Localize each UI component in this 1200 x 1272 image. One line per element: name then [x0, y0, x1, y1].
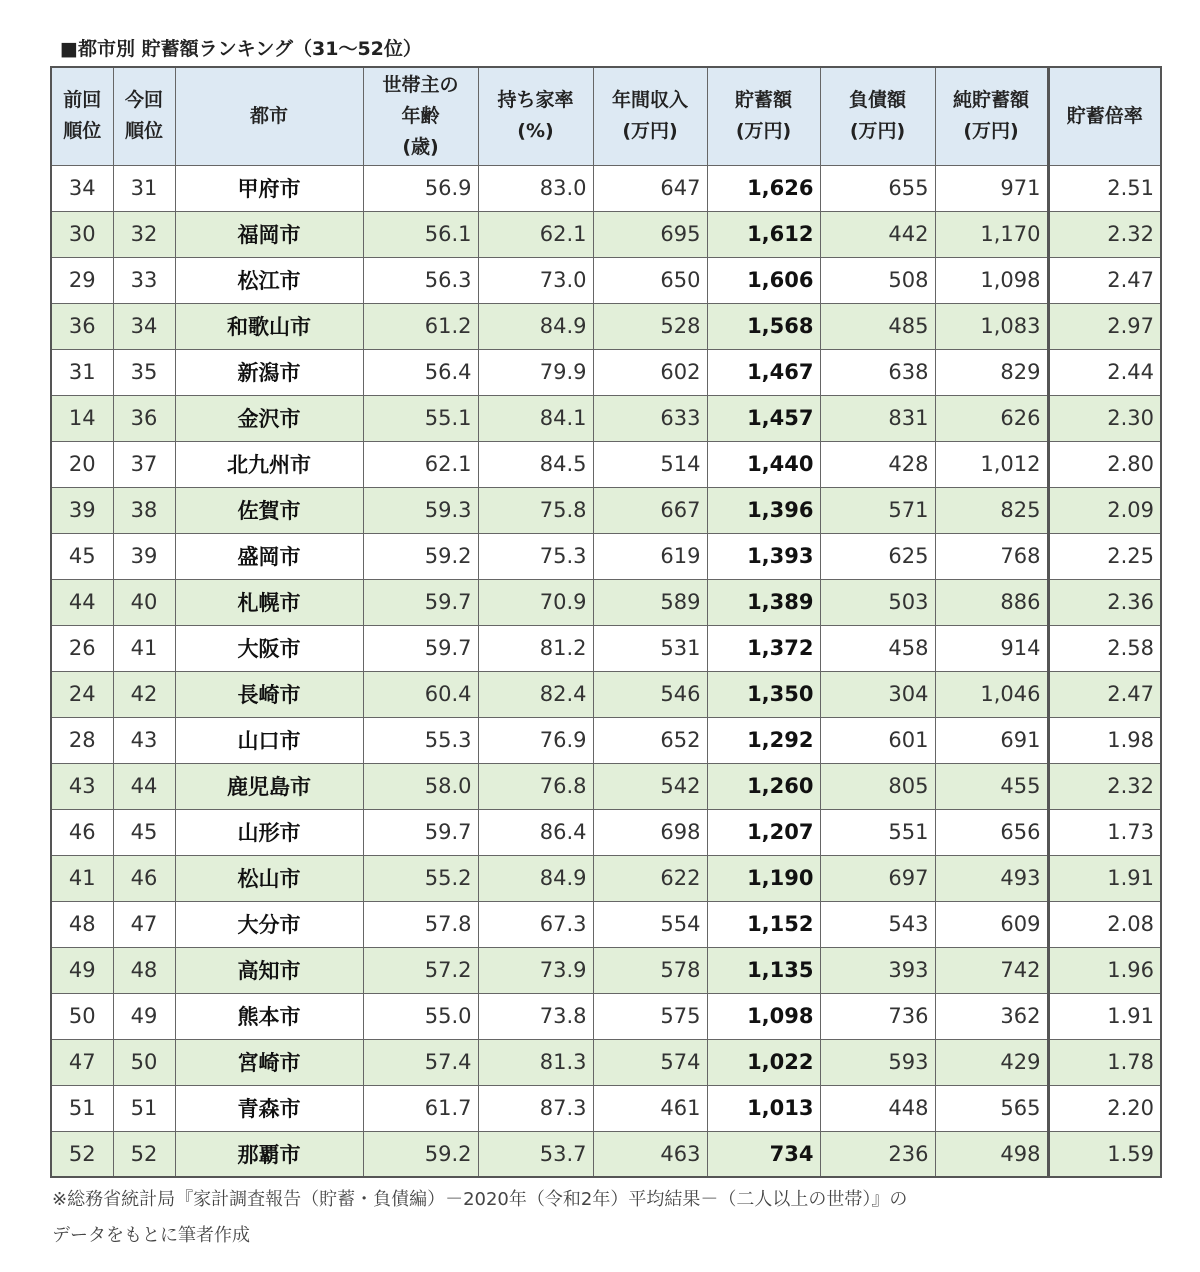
cell-income: 461 [593, 1085, 707, 1131]
cell-age: 57.4 [363, 1039, 478, 1085]
cell-income: 667 [593, 487, 707, 533]
table-row [51, 1085, 1161, 1131]
cell-curr-rank: 40 [113, 579, 175, 625]
cell-savings: 1,013 [707, 1085, 820, 1131]
cell-net-savings: 971 [935, 165, 1048, 211]
cell-ratio: 1.98 [1048, 717, 1161, 763]
cell-income: 528 [593, 303, 707, 349]
cell-home-rate: 62.1 [478, 211, 593, 257]
cell-city: 松山市 [175, 855, 363, 901]
cell-net-savings: 1,046 [935, 671, 1048, 717]
cell-net-savings: 493 [935, 855, 1048, 901]
cell-curr-rank: 47 [113, 901, 175, 947]
cell-curr-rank: 34 [113, 303, 175, 349]
cell-home-rate: 84.5 [478, 441, 593, 487]
table-row [51, 1131, 1161, 1177]
cell-savings: 1,207 [707, 809, 820, 855]
cell-income: 652 [593, 717, 707, 763]
cell-city: 宮崎市 [175, 1039, 363, 1085]
cell-age: 59.2 [363, 533, 478, 579]
cell-ratio: 2.47 [1048, 671, 1161, 717]
cell-debt: 485 [820, 303, 935, 349]
cell-ratio: 2.08 [1048, 901, 1161, 947]
cell-curr-rank: 50 [113, 1039, 175, 1085]
cell-home-rate: 87.3 [478, 1085, 593, 1131]
header-curr-rank: 今回 順位 [113, 67, 175, 165]
cell-age: 59.7 [363, 625, 478, 671]
table-row [51, 809, 1161, 855]
cell-curr-rank: 48 [113, 947, 175, 993]
cell-city: 北九州市 [175, 441, 363, 487]
cell-ratio: 2.32 [1048, 763, 1161, 809]
cell-city: 大分市 [175, 901, 363, 947]
cell-savings: 1,568 [707, 303, 820, 349]
header-age: 世帯主の 年齢 (歳) [363, 67, 478, 165]
table-row [51, 165, 1161, 211]
cell-debt: 393 [820, 947, 935, 993]
cell-city: 和歌山市 [175, 303, 363, 349]
cell-curr-rank: 43 [113, 717, 175, 763]
cell-prev-rank: 24 [51, 671, 113, 717]
cell-income: 589 [593, 579, 707, 625]
cell-savings: 1,389 [707, 579, 820, 625]
cell-debt: 625 [820, 533, 935, 579]
cell-savings: 1,350 [707, 671, 820, 717]
header-debt: 負債額 (万円) [820, 67, 935, 165]
table-row [51, 303, 1161, 349]
table-row [51, 901, 1161, 947]
cell-savings: 1,260 [707, 763, 820, 809]
cell-home-rate: 73.8 [478, 993, 593, 1039]
cell-curr-rank: 36 [113, 395, 175, 441]
header-ratio: 貯蓄倍率 [1048, 67, 1161, 165]
cell-curr-rank: 32 [113, 211, 175, 257]
cell-savings: 1,457 [707, 395, 820, 441]
cell-debt: 571 [820, 487, 935, 533]
cell-home-rate: 73.0 [478, 257, 593, 303]
cell-net-savings: 626 [935, 395, 1048, 441]
cell-net-savings: 609 [935, 901, 1048, 947]
cell-net-savings: 825 [935, 487, 1048, 533]
cell-income: 633 [593, 395, 707, 441]
table-row [51, 717, 1161, 763]
table-row [51, 671, 1161, 717]
cell-prev-rank: 51 [51, 1085, 113, 1131]
cell-home-rate: 84.1 [478, 395, 593, 441]
cell-savings: 1,393 [707, 533, 820, 579]
cell-home-rate: 84.9 [478, 303, 593, 349]
cell-curr-rank: 35 [113, 349, 175, 395]
cell-age: 59.2 [363, 1131, 478, 1177]
header-income: 年間収入 (万円) [593, 67, 707, 165]
table-row [51, 257, 1161, 303]
cell-debt: 736 [820, 993, 935, 1039]
cell-age: 56.9 [363, 165, 478, 211]
cell-savings: 1,022 [707, 1039, 820, 1085]
footnote [52, 1182, 1152, 1254]
cell-net-savings: 565 [935, 1085, 1048, 1131]
cell-savings: 1,626 [707, 165, 820, 211]
cell-city: 鹿児島市 [175, 763, 363, 809]
table-row [51, 487, 1161, 533]
cell-age: 57.2 [363, 947, 478, 993]
cell-home-rate: 67.3 [478, 901, 593, 947]
cell-curr-rank: 38 [113, 487, 175, 533]
cell-ratio: 2.36 [1048, 579, 1161, 625]
cell-net-savings: 1,083 [935, 303, 1048, 349]
table-title: ■都市別 貯蓄額ランキング（31～52位） [60, 38, 422, 60]
cell-city: 高知市 [175, 947, 363, 993]
cell-prev-rank: 20 [51, 441, 113, 487]
table-row [51, 763, 1161, 809]
cell-city: 山形市 [175, 809, 363, 855]
cell-ratio: 2.30 [1048, 395, 1161, 441]
cell-city: 金沢市 [175, 395, 363, 441]
cell-debt: 601 [820, 717, 935, 763]
cell-net-savings: 768 [935, 533, 1048, 579]
cell-age: 59.7 [363, 809, 478, 855]
cell-home-rate: 82.4 [478, 671, 593, 717]
cell-debt: 543 [820, 901, 935, 947]
cell-city: 札幌市 [175, 579, 363, 625]
cell-home-rate: 76.8 [478, 763, 593, 809]
cell-curr-rank: 51 [113, 1085, 175, 1131]
cell-city: 盛岡市 [175, 533, 363, 579]
cell-debt: 448 [820, 1085, 935, 1131]
cell-income: 463 [593, 1131, 707, 1177]
table-row [51, 625, 1161, 671]
table-row [51, 349, 1161, 395]
header-savings: 貯蓄額 (万円) [707, 67, 820, 165]
cell-home-rate: 84.9 [478, 855, 593, 901]
cell-income: 554 [593, 901, 707, 947]
cell-savings: 1,440 [707, 441, 820, 487]
cell-debt: 236 [820, 1131, 935, 1177]
cell-ratio: 2.58 [1048, 625, 1161, 671]
cell-age: 57.8 [363, 901, 478, 947]
cell-age: 62.1 [363, 441, 478, 487]
cell-home-rate: 73.9 [478, 947, 593, 993]
table-row [51, 855, 1161, 901]
cell-city: 那覇市 [175, 1131, 363, 1177]
cell-city: 熊本市 [175, 993, 363, 1039]
cell-debt: 831 [820, 395, 935, 441]
cell-prev-rank: 31 [51, 349, 113, 395]
footnote-line-1: ※総務省統計局『家計調査報告（貯蓄・負債編）－2020年（令和2年）平均結果－（二人以上の世帯）』の [52, 1189, 908, 1210]
cell-prev-rank: 46 [51, 809, 113, 855]
cell-prev-rank: 26 [51, 625, 113, 671]
cell-net-savings: 455 [935, 763, 1048, 809]
cell-age: 59.3 [363, 487, 478, 533]
cell-city: 大阪市 [175, 625, 363, 671]
table-row [51, 441, 1161, 487]
table-row [51, 1039, 1161, 1085]
cell-net-savings: 1,098 [935, 257, 1048, 303]
cell-curr-rank: 39 [113, 533, 175, 579]
cell-prev-rank: 41 [51, 855, 113, 901]
cell-age: 58.0 [363, 763, 478, 809]
cell-income: 695 [593, 211, 707, 257]
cell-city: 佐賀市 [175, 487, 363, 533]
cell-ratio: 2.80 [1048, 441, 1161, 487]
cell-net-savings: 498 [935, 1131, 1048, 1177]
cell-income: 514 [593, 441, 707, 487]
table-body [51, 165, 1161, 1177]
cell-curr-rank: 31 [113, 165, 175, 211]
cell-ratio: 2.44 [1048, 349, 1161, 395]
cell-age: 61.2 [363, 303, 478, 349]
cell-debt: 805 [820, 763, 935, 809]
cell-prev-rank: 43 [51, 763, 113, 809]
cell-curr-rank: 37 [113, 441, 175, 487]
cell-income: 698 [593, 809, 707, 855]
cell-net-savings: 829 [935, 349, 1048, 395]
cell-ratio: 2.20 [1048, 1085, 1161, 1131]
cell-city: 青森市 [175, 1085, 363, 1131]
cell-debt: 428 [820, 441, 935, 487]
cell-net-savings: 429 [935, 1039, 1048, 1085]
cell-city: 長崎市 [175, 671, 363, 717]
cell-net-savings: 362 [935, 993, 1048, 1039]
cell-savings: 1,606 [707, 257, 820, 303]
cell-income: 578 [593, 947, 707, 993]
cell-curr-rank: 46 [113, 855, 175, 901]
cell-savings: 1,396 [707, 487, 820, 533]
cell-debt: 304 [820, 671, 935, 717]
cell-home-rate: 81.2 [478, 625, 593, 671]
cell-age: 55.1 [363, 395, 478, 441]
cell-prev-rank: 28 [51, 717, 113, 763]
cell-city: 新潟市 [175, 349, 363, 395]
cell-savings: 1,292 [707, 717, 820, 763]
cell-income: 650 [593, 257, 707, 303]
header-row [51, 67, 1161, 165]
cell-home-rate: 86.4 [478, 809, 593, 855]
cell-net-savings: 1,170 [935, 211, 1048, 257]
cell-prev-rank: 44 [51, 579, 113, 625]
cell-prev-rank: 29 [51, 257, 113, 303]
cell-city: 甲府市 [175, 165, 363, 211]
cell-home-rate: 53.7 [478, 1131, 593, 1177]
cell-prev-rank: 39 [51, 487, 113, 533]
cell-debt: 458 [820, 625, 935, 671]
cell-age: 59.7 [363, 579, 478, 625]
cell-age: 55.0 [363, 993, 478, 1039]
cell-home-rate: 70.9 [478, 579, 593, 625]
cell-ratio: 2.51 [1048, 165, 1161, 211]
cell-income: 619 [593, 533, 707, 579]
cell-savings: 1,467 [707, 349, 820, 395]
cell-savings: 734 [707, 1131, 820, 1177]
cell-savings: 1,098 [707, 993, 820, 1039]
cell-income: 602 [593, 349, 707, 395]
cell-age: 60.4 [363, 671, 478, 717]
cell-ratio: 2.09 [1048, 487, 1161, 533]
cell-home-rate: 81.3 [478, 1039, 593, 1085]
cell-home-rate: 75.3 [478, 533, 593, 579]
cell-savings: 1,612 [707, 211, 820, 257]
header-net-savings: 純貯蓄額 (万円) [935, 67, 1048, 165]
cell-prev-rank: 36 [51, 303, 113, 349]
cell-prev-rank: 50 [51, 993, 113, 1039]
cell-savings: 1,372 [707, 625, 820, 671]
cell-ratio: 2.25 [1048, 533, 1161, 579]
cell-ratio: 1.59 [1048, 1131, 1161, 1177]
cell-home-rate: 76.9 [478, 717, 593, 763]
cell-prev-rank: 47 [51, 1039, 113, 1085]
cell-prev-rank: 48 [51, 901, 113, 947]
cell-curr-rank: 44 [113, 763, 175, 809]
cell-ratio: 2.47 [1048, 257, 1161, 303]
cell-debt: 697 [820, 855, 935, 901]
cell-curr-rank: 49 [113, 993, 175, 1039]
cell-net-savings: 886 [935, 579, 1048, 625]
cell-prev-rank: 45 [51, 533, 113, 579]
cell-city: 山口市 [175, 717, 363, 763]
cell-income: 575 [593, 993, 707, 1039]
cell-home-rate: 75.8 [478, 487, 593, 533]
cell-net-savings: 691 [935, 717, 1048, 763]
cell-prev-rank: 14 [51, 395, 113, 441]
cell-prev-rank: 30 [51, 211, 113, 257]
cell-home-rate: 83.0 [478, 165, 593, 211]
cell-curr-rank: 41 [113, 625, 175, 671]
cell-age: 56.4 [363, 349, 478, 395]
cell-age: 56.3 [363, 257, 478, 303]
savings-ranking-table [50, 66, 1162, 1178]
cell-curr-rank: 52 [113, 1131, 175, 1177]
cell-debt: 593 [820, 1039, 935, 1085]
cell-ratio: 1.73 [1048, 809, 1161, 855]
cell-city: 福岡市 [175, 211, 363, 257]
table-row [51, 947, 1161, 993]
cell-income: 622 [593, 855, 707, 901]
cell-income: 542 [593, 763, 707, 809]
header-city: 都市 [175, 67, 363, 165]
cell-debt: 655 [820, 165, 935, 211]
cell-city: 松江市 [175, 257, 363, 303]
cell-net-savings: 914 [935, 625, 1048, 671]
cell-debt: 442 [820, 211, 935, 257]
cell-ratio: 1.91 [1048, 993, 1161, 1039]
table-row [51, 533, 1161, 579]
cell-ratio: 1.78 [1048, 1039, 1161, 1085]
cell-income: 647 [593, 165, 707, 211]
cell-net-savings: 656 [935, 809, 1048, 855]
cell-curr-rank: 42 [113, 671, 175, 717]
table-row [51, 395, 1161, 441]
header-prev-rank: 前回 順位 [51, 67, 113, 165]
cell-ratio: 1.96 [1048, 947, 1161, 993]
header-home-rate: 持ち家率 (%) [478, 67, 593, 165]
cell-net-savings: 742 [935, 947, 1048, 993]
cell-savings: 1,152 [707, 901, 820, 947]
cell-ratio: 1.91 [1048, 855, 1161, 901]
cell-savings: 1,135 [707, 947, 820, 993]
cell-income: 574 [593, 1039, 707, 1085]
cell-income: 531 [593, 625, 707, 671]
table-row [51, 579, 1161, 625]
cell-debt: 551 [820, 809, 935, 855]
cell-prev-rank: 52 [51, 1131, 113, 1177]
cell-prev-rank: 49 [51, 947, 113, 993]
cell-age: 55.3 [363, 717, 478, 763]
cell-prev-rank: 34 [51, 165, 113, 211]
cell-debt: 638 [820, 349, 935, 395]
cell-debt: 508 [820, 257, 935, 303]
cell-debt: 503 [820, 579, 935, 625]
cell-age: 55.2 [363, 855, 478, 901]
table-row [51, 211, 1161, 257]
footnote-line-2: データをもとに筆者作成 [52, 1225, 250, 1246]
cell-home-rate: 79.9 [478, 349, 593, 395]
cell-curr-rank: 45 [113, 809, 175, 855]
cell-income: 546 [593, 671, 707, 717]
cell-age: 56.1 [363, 211, 478, 257]
cell-age: 61.7 [363, 1085, 478, 1131]
cell-ratio: 2.97 [1048, 303, 1161, 349]
table-row [51, 993, 1161, 1039]
cell-net-savings: 1,012 [935, 441, 1048, 487]
cell-curr-rank: 33 [113, 257, 175, 303]
cell-ratio: 2.32 [1048, 211, 1161, 257]
cell-savings: 1,190 [707, 855, 820, 901]
